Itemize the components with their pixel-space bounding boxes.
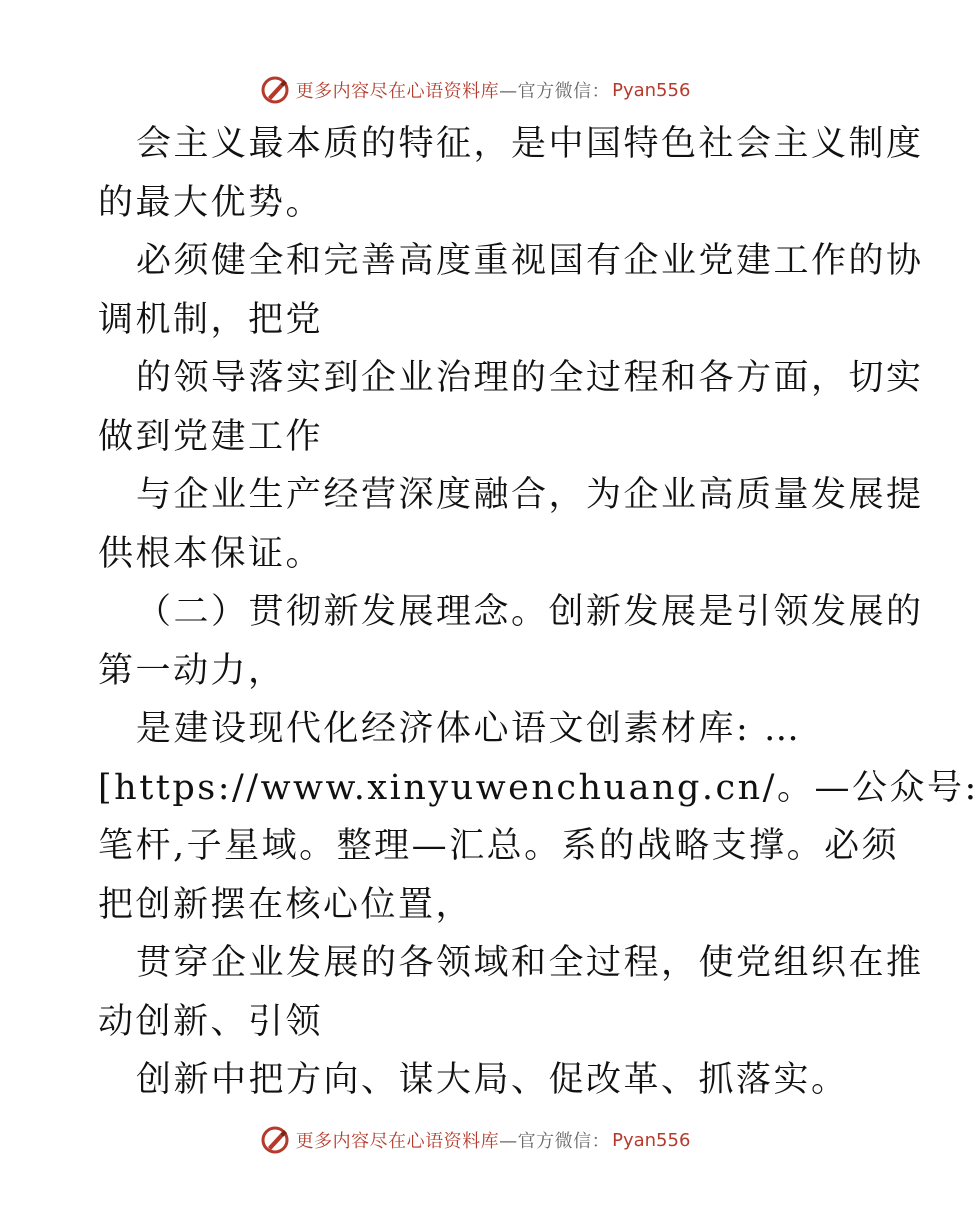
body-line: 动创新、引领 [98, 1001, 324, 1042]
body-line: 是建设现代化经济体心语文创素材库: … [136, 709, 802, 749]
body-line: 会主义最本质的特征，是中国特色社会主义制度 [136, 124, 924, 164]
watermark-separator: —官方微信： [499, 81, 611, 102]
body-line: 第一动力， [98, 650, 286, 691]
body-line: [https://www.xinyuwenchuang.cn/。—公众号: [98, 767, 979, 808]
footer-watermark [0, 1122, 950, 1158]
pen-logo-icon [260, 1125, 290, 1155]
watermark-text: 更多内容尽在心语资料库 [295, 81, 500, 102]
watermark-text: 更多内容尽在心语资料库 [295, 1131, 500, 1152]
body-line: 创新中把方向、谋大局、促改革、抓落实。 [136, 1060, 849, 1100]
body-line: 把创新摆在核心位置， [98, 884, 474, 925]
body-line: 笔杆,子星域。整理—汇总。系的战略支撑。必须 [98, 826, 900, 866]
body-line: 贯穿企业发展的各领域和全过程，使党组织在推 [136, 943, 924, 983]
watermark-account: Pyan556 [612, 79, 691, 101]
watermark-account: Pyan556 [612, 1129, 691, 1151]
document-body [98, 115, 979, 1110]
watermark-separator: —官方微信： [499, 1131, 611, 1152]
body-line: 供根本保证。 [98, 533, 324, 574]
body-line: 调机制，把党 [98, 299, 324, 340]
body-line: 必须健全和完善高度重视国有企业党建工作的协 [136, 241, 924, 281]
body-line: 的最大优势。 [98, 182, 324, 223]
body-line: 的领导落实到企业治理的全过程和各方面，切实 [136, 358, 924, 398]
pen-logo-icon [260, 75, 290, 105]
header-watermark [0, 72, 950, 108]
body-line: 做到党建工作 [98, 416, 324, 457]
body-line: 与企业生产经营深度融合，为企业高质量发展提 [136, 475, 924, 515]
body-line: （二）贯彻新发展理念。创新发展是引领发展的 [136, 592, 924, 632]
